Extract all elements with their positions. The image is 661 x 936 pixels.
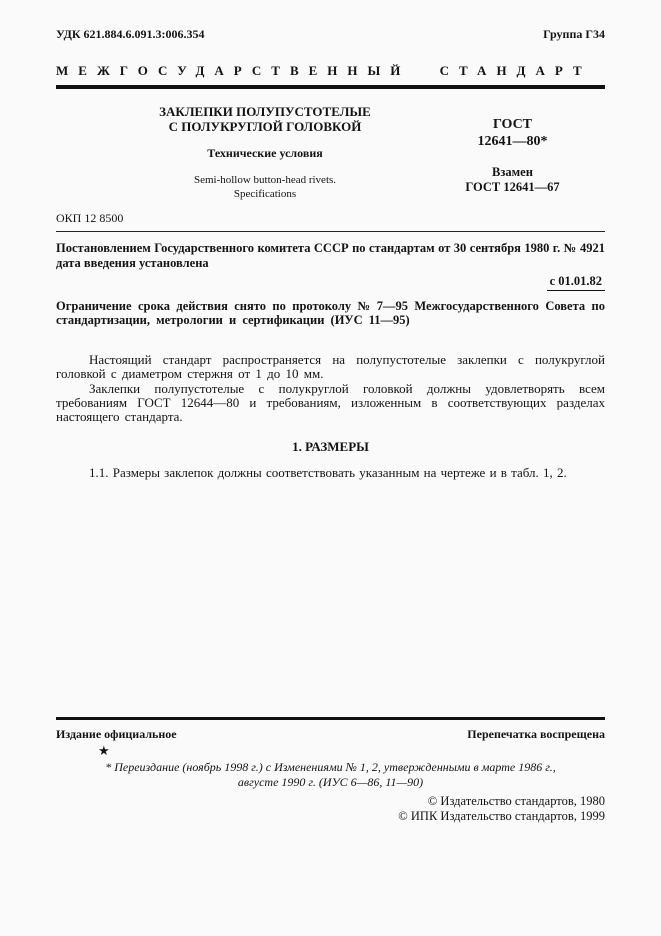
document-title-en-line2: Specifications bbox=[233, 187, 297, 200]
document-title-line1: ЗАКЛЕПКИ ПОЛУПУСТОТЕЛЫЕ bbox=[159, 104, 371, 119]
standard-designation-block bbox=[430, 117, 595, 196]
copyright-block bbox=[56, 794, 605, 825]
classification-row bbox=[56, 27, 605, 42]
reissue-footnote-line1: * Переиздание (ноябрь 1998 г.) с Изменениями № 1, 2, утвержденными в марте 1986 г., bbox=[105, 760, 556, 774]
standard-type-banner bbox=[56, 63, 605, 89]
udk-number: УДК 621.884.6.091.3:006.354 bbox=[56, 27, 205, 41]
document-title-ru bbox=[56, 105, 474, 135]
footer-labels-row bbox=[56, 720, 605, 742]
standard-type-heading: МЕЖГОСУДАРСТВЕННЫЙ СТАНДАРТ bbox=[56, 63, 592, 78]
document-subtitle-ru: Технические условия bbox=[207, 145, 323, 160]
reissue-footnote-line2: августе 1990 г. (ИУС 6—86, 11—90) bbox=[237, 775, 424, 790]
document-title-en-line1: Semi-hollow button-head rivets. bbox=[193, 173, 337, 186]
replaces-designation: ГОСТ 12641—67 bbox=[465, 180, 560, 195]
reissue-footnote bbox=[56, 760, 605, 791]
effective-date: с 01.01.82 bbox=[547, 274, 605, 291]
replaces-block bbox=[430, 165, 595, 196]
requirements-paragraph: Заклепки полупустотелые с полукруглой головкой должны удовлетворять всем требованиям ГОСТ 12644—80 и требованиям, изложенным в соответствующих разделах настоящего стандарта. bbox=[56, 380, 605, 425]
copyright-1980: © Издательство стандартов, 1980 bbox=[427, 793, 605, 808]
star-icon: ★ bbox=[98, 743, 110, 758]
okp-code: ОКП 12 8500 bbox=[56, 211, 124, 225]
title-column bbox=[56, 105, 474, 201]
copyright-1999: © ИПК Издательство стандартов, 1999 bbox=[398, 809, 605, 824]
limitation-paragraph: Ограничение срока действия снято по протоколу № 7—95 Межгосударственного Совета по стандартизации, метрологии и сертификации (ИУС 11—95) bbox=[56, 298, 605, 328]
group-label: Группа Г34 bbox=[543, 27, 605, 41]
section-1-heading: 1. РАЗМЕРЫ bbox=[292, 439, 369, 455]
clause-1-1: 1.1. Размеры заклепок должны соответствовать указанным на чертеже и в табл. 1, 2. bbox=[89, 465, 567, 481]
designation bbox=[430, 117, 595, 151]
scope-paragraph: Настоящий стандарт распространяется на полупустотелые заклепки с полукруглой головкой с диаметром стержня от 1 до 10 мм. bbox=[56, 352, 605, 382]
official-edition-label: Издание официальное bbox=[56, 727, 177, 741]
decree-paragraph: Постановлением Государственного комитета СССР по стандартам от 30 сентября 1980 г. № 4921 дата введения установлена bbox=[56, 241, 605, 270]
title-section bbox=[56, 105, 605, 199]
document-title-line2: С ПОЛУКРУГЛОЙ ГОЛОВКОЙ bbox=[168, 118, 362, 134]
horizontal-rule bbox=[56, 231, 605, 232]
reprint-prohibited-label: Перепечатка воспрещена bbox=[467, 727, 605, 741]
page-footer bbox=[56, 717, 605, 825]
designation-label: ГОСТ bbox=[492, 117, 533, 132]
designation-number: 12641—80* bbox=[477, 133, 548, 149]
document-title-en bbox=[56, 174, 474, 202]
effective-date-row bbox=[56, 272, 605, 291]
replaces-label: Взамен bbox=[492, 164, 533, 179]
